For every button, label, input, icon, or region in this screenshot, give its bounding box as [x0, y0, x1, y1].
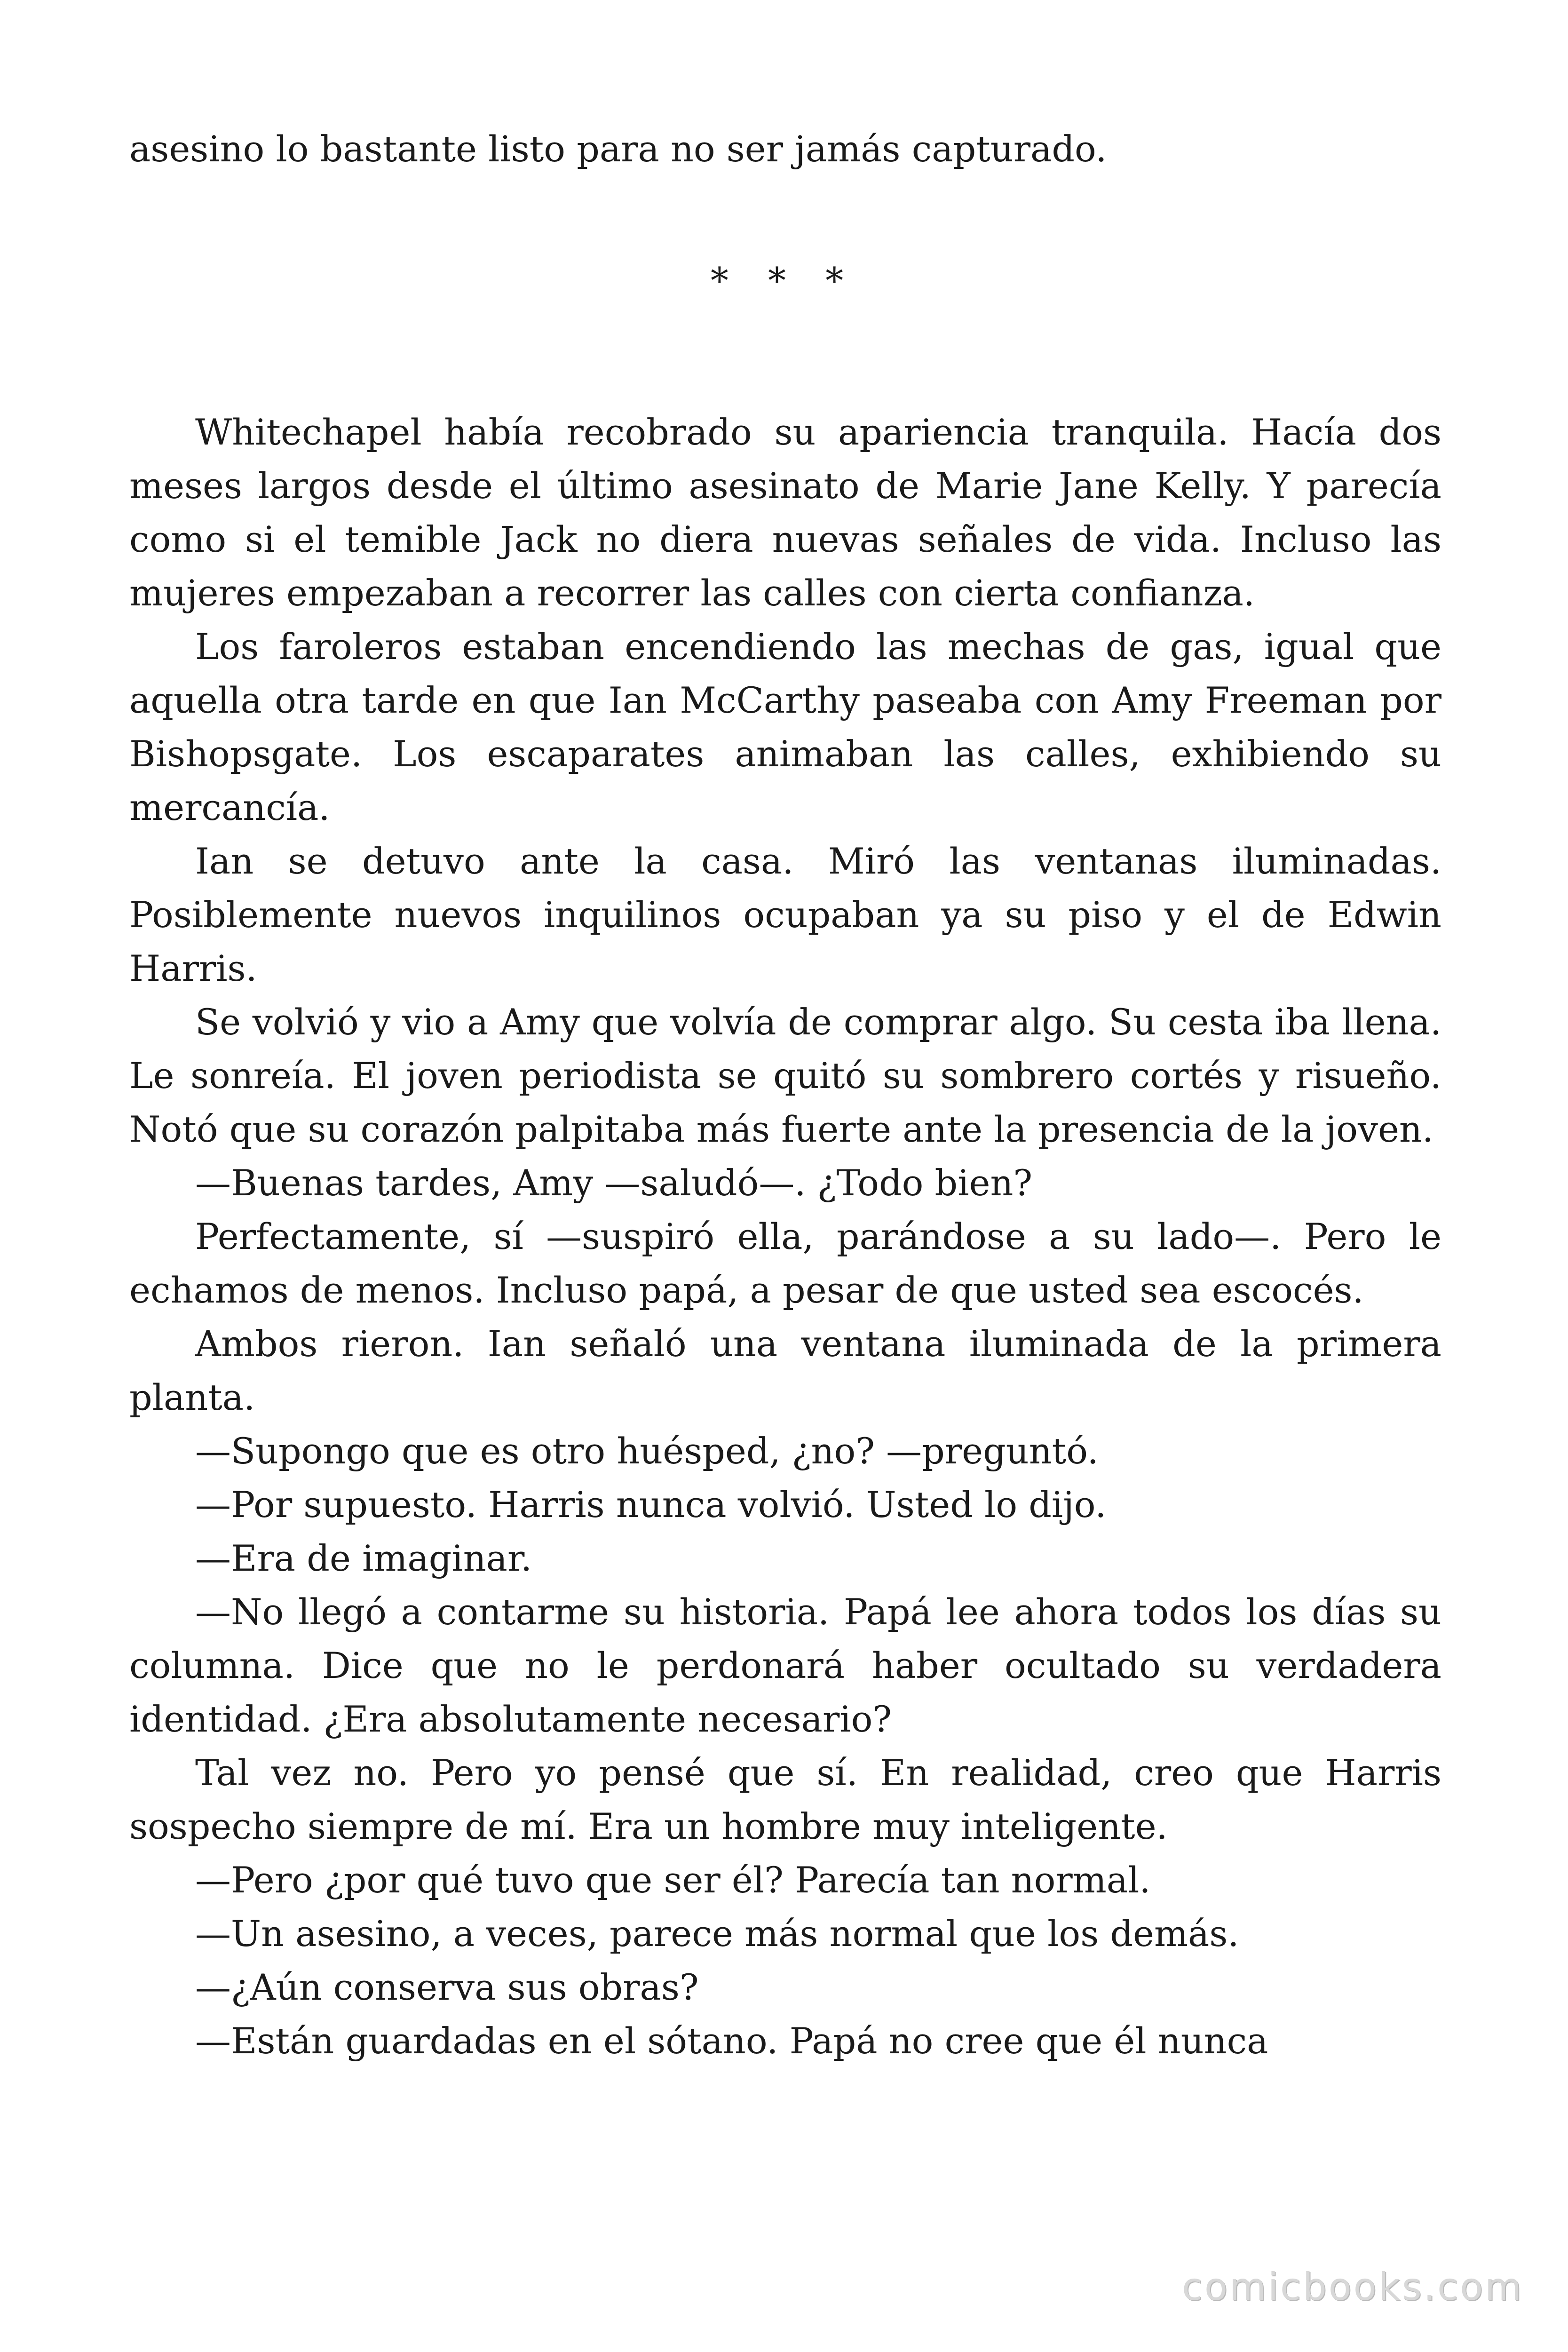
- paragraph: Tal vez no. Pero yo pensé que sí. En realidad, creo que Harris sospecho siempre de mí. Era un hombre muy inteligente.: [129, 1752, 1441, 1847]
- paragraph: Whitechapel había recobrado su apariencia tranquila. Hacía dos meses largos desde el último asesinato de Marie Jane Kelly. Y parecía como si el temible Jack no diera nuevas señales de vida. Incluso las mujeres empezaban a recorrer las calles con cierta confianza.: [129, 411, 1441, 614]
- paragraph: —No llegó a contarme su historia. Papá lee ahora todos los días su columna. Dice que no le perdonará haber ocultado su verdadera identidad. ¿Era absolutamente necesario?: [129, 1591, 1441, 1740]
- paragraph: —¿Aún conserva sus obras?: [195, 1966, 699, 2008]
- opening-line: asesino lo bastante listo para no ser jamás capturado.: [129, 128, 1107, 170]
- paragraph: Ambos rieron. Ian señaló una ventana iluminada de la primera planta.: [129, 1323, 1441, 1418]
- paragraph: —Pero ¿por qué tuvo que ser él? Parecía tan normal.: [195, 1859, 1151, 1901]
- paragraph: —Era de imaginar.: [195, 1537, 532, 1579]
- paragraph: Los faroleros estaban encendiendo las mechas de gas, igual que aquella otra tarde en que Ian McCarthy paseaba con Amy Freeman por Bishopsgate. Los escaparates animaban las calles, exhibiendo su mercancía.: [129, 626, 1441, 828]
- paragraph: Se volvió y vio a Amy que volvía de comprar algo. Su cesta iba llena. Le sonreía. El joven periodista se quitó su sombrero cortés y risueño. Notó que su corazón palpitaba más fuerte ante la presencia de la joven.: [129, 1001, 1441, 1150]
- section-separator: * * *: [710, 260, 858, 302]
- watermark: comicbooks.com: [1181, 2265, 1523, 2309]
- paragraph: Perfectamente, sí —suspiró ella, parándose a su lado—. Pero le echamos de menos. Incluso papá, a pesar de que usted sea escocés.: [129, 1216, 1441, 1311]
- paragraph: —Por supuesto. Harris nunca volvió. Usted lo dijo.: [195, 1484, 1107, 1526]
- paragraph: —Buenas tardes, Amy —saludó—. ¿Todo bien?: [195, 1162, 1033, 1204]
- paragraph: —Un asesino, a veces, parece más normal que los demás.: [195, 1913, 1239, 1955]
- paragraph: —Están guardadas en el sótano. Papá no cree que él nunca: [195, 2020, 1268, 2062]
- paragraph: —Supongo que es otro huésped, ¿no? —preguntó.: [195, 1430, 1099, 1472]
- paragraph: Ian se detuvo ante la casa. Miró las ventanas iluminadas. Posiblemente nuevos inquilinos ocupaban ya su piso y el de Edwin Harris.: [129, 840, 1441, 989]
- body-text: [129, 405, 1441, 2068]
